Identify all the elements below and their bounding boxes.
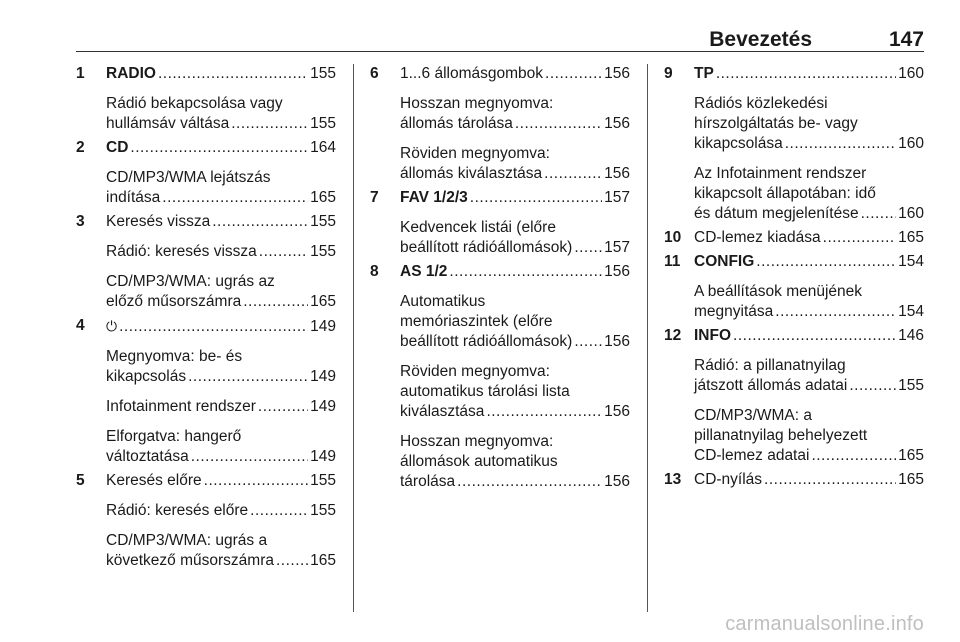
entry-label: TP <box>694 65 714 82</box>
entry-label: kikapcsolása <box>694 135 783 152</box>
entry-text-line: Kedvencek listái (előre <box>400 219 556 236</box>
index-entry <box>370 188 630 208</box>
entry-text-line: Rádió bekapcsolása vagy <box>106 95 283 112</box>
entry-label: és dátum megjelenítése <box>694 205 859 222</box>
watermark: carmanualsonline.info <box>725 613 924 635</box>
index-subentry <box>76 347 336 387</box>
entry-label: változtatása <box>106 448 189 465</box>
index-subentry <box>370 292 630 352</box>
entry-label: CD-nyílás <box>694 471 763 488</box>
index-subentry <box>370 432 630 492</box>
index-entry <box>76 471 336 491</box>
entry-text-line: CD/MP3/WMA: ugrás a <box>106 532 268 549</box>
leader-dots <box>574 332 602 352</box>
page-reference: 156 <box>604 333 630 350</box>
leader-dots <box>849 376 896 396</box>
entry-text-line: Automatikus <box>400 293 486 310</box>
leader-dots <box>515 114 602 134</box>
page-reference: 149 <box>310 398 336 415</box>
page-reference: 155 <box>310 213 336 230</box>
entry-text-line: pillanatnyilag behelyezett <box>694 427 868 444</box>
power-icon: ⏻ <box>106 318 118 334</box>
page-number: 147 <box>888 28 924 51</box>
page-reference: 155 <box>310 115 336 132</box>
index-subentry <box>76 242 336 262</box>
index-entry <box>664 470 924 490</box>
entry-text-line: hírszolgáltatás be- vagy <box>694 115 858 132</box>
entry-label: állomás kiválasztása <box>400 165 543 182</box>
leader-dots <box>243 292 308 312</box>
page-reference: 165 <box>310 293 336 310</box>
index-subentry <box>76 168 336 208</box>
index-column-2 <box>370 64 630 492</box>
index-subentry <box>76 531 336 571</box>
entry-label: Keresés előre <box>106 472 202 489</box>
page-reference: 160 <box>898 205 924 222</box>
entry-label: FAV 1/2/3 <box>400 189 468 206</box>
page-reference: 157 <box>604 239 630 256</box>
entry-text-line: Röviden megnyomva: <box>400 145 550 162</box>
index-entry <box>76 138 336 158</box>
page-reference: 165 <box>310 189 336 206</box>
leader-dots <box>158 64 308 84</box>
index-subentry <box>664 356 924 396</box>
leader-dots <box>733 326 896 346</box>
page-reference: 164 <box>310 139 336 156</box>
leader-dots <box>449 262 602 282</box>
index-column-3 <box>664 64 924 490</box>
index-subentry <box>76 94 336 134</box>
index-subentry <box>370 218 630 258</box>
entry-label: AS 1/2 <box>400 263 448 280</box>
index-subentry <box>664 282 924 322</box>
entry-label: játszott állomás adatai <box>694 377 848 394</box>
entry-number: 13 <box>664 471 682 488</box>
entry-label: CONFIG <box>694 253 755 270</box>
entry-label: CD-lemez adatai <box>694 447 810 464</box>
index-entry <box>76 212 336 232</box>
entry-text-line: automatikus tárolási lista <box>400 383 570 400</box>
page-reference: 156 <box>604 403 630 420</box>
page-reference: 157 <box>604 189 630 206</box>
index-subentry <box>370 144 630 184</box>
page-reference: 156 <box>604 165 630 182</box>
entry-label: kikapcsolás <box>106 368 187 385</box>
leader-dots <box>212 212 308 232</box>
page-reference: 154 <box>898 303 924 320</box>
leader-dots <box>250 501 308 521</box>
entry-label: következő műsorszámra <box>106 552 274 569</box>
header-rule <box>76 51 924 52</box>
entry-text-line: kikapcsolt állapotában: idő <box>694 185 876 202</box>
leader-dots <box>823 228 896 248</box>
page-section-title: Bevezetés <box>709 28 812 51</box>
entry-number: 7 <box>370 189 379 206</box>
leader-dots <box>231 114 308 134</box>
entry-label: RADIO <box>106 65 156 82</box>
index-subentry <box>76 272 336 312</box>
index-subentry <box>664 406 924 466</box>
entry-number: 4 <box>76 317 85 334</box>
entry-number: 5 <box>76 472 85 489</box>
entry-number: 1 <box>76 65 85 82</box>
entry-label: Infotainment rendszer <box>106 398 256 415</box>
entry-label: 1...6 állomásgombok <box>400 65 544 82</box>
page-reference: 156 <box>604 263 630 280</box>
page-reference: 156 <box>604 65 630 82</box>
index-subentry <box>664 94 924 154</box>
leader-dots <box>486 402 602 422</box>
entry-text-line: Hosszan megnyomva: <box>400 433 554 450</box>
entry-text-line: Röviden megnyomva: <box>400 363 550 380</box>
leader-dots <box>545 64 602 84</box>
entry-label: tárolása <box>400 473 456 490</box>
index-column-1 <box>76 64 336 571</box>
leader-dots <box>544 164 602 184</box>
entry-text-line: A beállítások menüjének <box>694 283 863 300</box>
entry-number: 3 <box>76 213 85 230</box>
page-reference: 149 <box>310 448 336 465</box>
index-subentry <box>370 362 630 422</box>
entry-number: 12 <box>664 327 682 344</box>
column-divider <box>353 64 354 612</box>
leader-dots <box>811 446 896 466</box>
entry-number: 11 <box>664 253 681 270</box>
leader-dots <box>785 134 896 154</box>
index-subentry <box>76 427 336 467</box>
index-entry <box>664 252 924 272</box>
index-entry <box>370 262 630 282</box>
entry-number: 2 <box>76 139 85 156</box>
index-entry <box>664 326 924 346</box>
entry-text-line: CD/MP3/WMA lejátszás <box>106 169 271 186</box>
entry-label: CD <box>106 139 129 156</box>
page-reference: 149 <box>310 368 336 385</box>
entry-label: hullámsáv váltása <box>106 115 230 132</box>
entry-label: előző műsorszámra <box>106 293 242 310</box>
entry-number: 6 <box>370 65 379 82</box>
leader-dots <box>775 302 896 322</box>
index-subentry <box>664 164 924 224</box>
entry-text-line: Elforgatva: hangerő <box>106 428 242 445</box>
entry-text-line: Rádió: a pillanatnyilag <box>694 357 846 374</box>
entry-text-line: memóriaszintek (előre <box>400 313 553 330</box>
page-reference: 160 <box>898 65 924 82</box>
entry-label: megnyitása <box>694 303 774 320</box>
entry-label: beállított rádióállomások) <box>400 239 573 256</box>
index-entry <box>370 64 630 84</box>
entry-text-line: CD/MP3/WMA: a <box>694 407 812 424</box>
page-reference: 149 <box>310 318 336 335</box>
page-reference: 156 <box>604 115 630 132</box>
entry-number: 8 <box>370 263 379 280</box>
page-reference: 146 <box>898 327 924 344</box>
index-entry <box>664 228 924 248</box>
page-reference: 154 <box>898 253 924 270</box>
entry-label: Rádió: keresés előre <box>106 502 249 519</box>
page-reference: 165 <box>898 471 924 488</box>
page-reference: 160 <box>898 135 924 152</box>
page-reference: 155 <box>310 472 336 489</box>
entry-text-line: Megnyomva: be- és <box>106 348 243 365</box>
index-subentry <box>76 501 336 521</box>
entry-text-line: állomások automatikus <box>400 453 558 470</box>
leader-dots <box>130 138 308 158</box>
leader-dots <box>204 471 308 491</box>
leader-dots <box>861 204 897 224</box>
entry-label: indítása <box>106 189 161 206</box>
index-entry <box>664 64 924 84</box>
page-reference: 165 <box>310 552 336 569</box>
page-reference: 156 <box>604 473 630 490</box>
leader-dots <box>764 470 896 490</box>
page-reference: 155 <box>310 502 336 519</box>
entry-number: 9 <box>664 65 673 82</box>
leader-dots <box>756 252 896 272</box>
leader-dots <box>119 317 308 337</box>
entry-label: INFO <box>694 327 732 344</box>
leader-dots <box>470 188 602 208</box>
leader-dots <box>258 397 308 417</box>
leader-dots <box>191 447 308 467</box>
page-reference: 165 <box>898 447 924 464</box>
entry-text-line: Rádiós közlekedési <box>694 95 828 112</box>
leader-dots <box>574 238 602 258</box>
entry-label: CD-lemez kiadása <box>694 229 821 246</box>
index-subentry <box>370 94 630 134</box>
index-subentry <box>76 397 336 417</box>
index-entry <box>76 316 336 337</box>
page-reference: 155 <box>310 65 336 82</box>
entry-text-line: Hosszan megnyomva: <box>400 95 554 112</box>
entry-text-line: Az Infotainment rendszer <box>694 165 867 182</box>
entry-label: Keresés vissza <box>106 213 211 230</box>
entry-label: kiválasztása <box>400 403 485 420</box>
index-entry <box>76 64 336 84</box>
leader-dots <box>457 472 602 492</box>
page-reference: 155 <box>310 243 336 260</box>
page-reference: 155 <box>898 377 924 394</box>
column-divider <box>647 64 648 612</box>
entry-text-line: CD/MP3/WMA: ugrás az <box>106 273 275 290</box>
page-reference: 165 <box>898 229 924 246</box>
entry-label: Rádió: keresés vissza <box>106 243 257 260</box>
leader-dots <box>716 64 896 84</box>
entry-number: 10 <box>664 229 682 246</box>
leader-dots <box>259 242 308 262</box>
leader-dots <box>276 551 308 571</box>
entry-label: beállított rádióállomások) <box>400 333 573 350</box>
leader-dots <box>188 367 308 387</box>
leader-dots <box>162 188 308 208</box>
entry-label: állomás tárolása <box>400 115 513 132</box>
